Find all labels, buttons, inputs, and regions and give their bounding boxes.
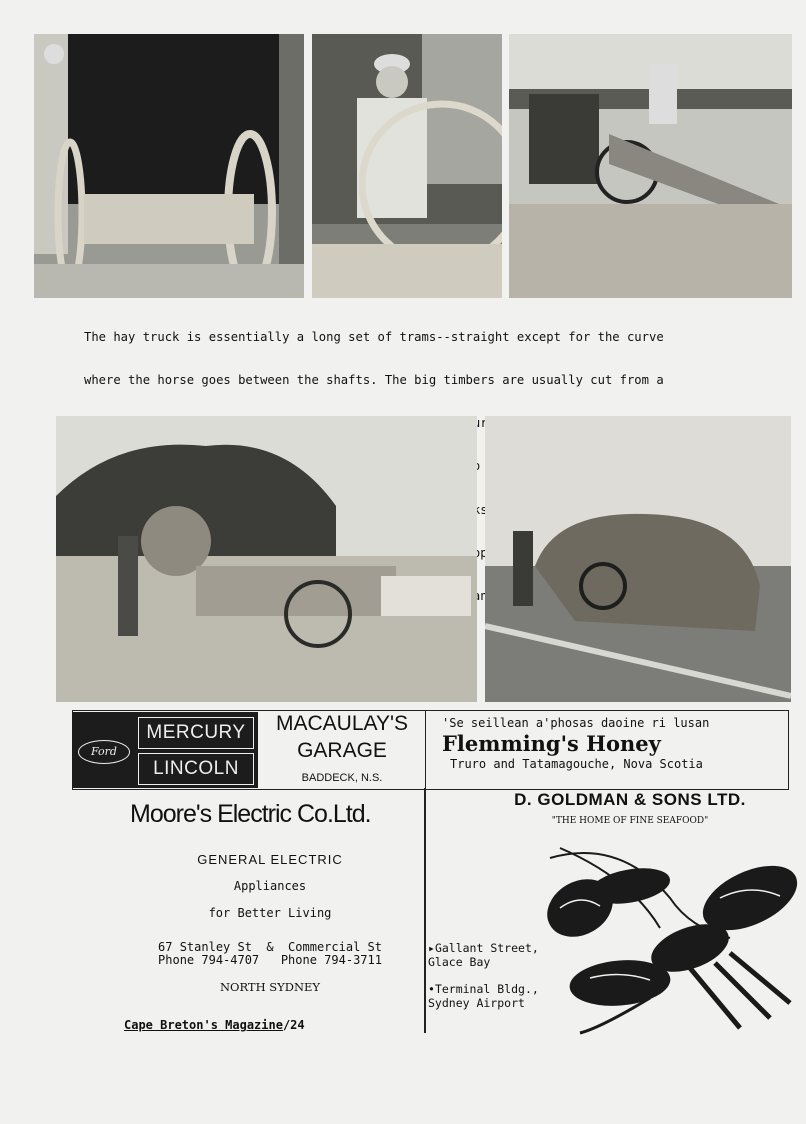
honey-name: Flemming's Honey: [442, 731, 661, 756]
garage-location: BADDECK, N.S.: [301, 772, 383, 784]
magazine-name: Cape Breton's Magazine: [124, 1018, 283, 1032]
caption-line: The hay truck is essentially a long set of trams--straight except for the curve: [84, 329, 664, 344]
lincoln-word: LINCOLN: [138, 753, 254, 785]
goldman-address-glace-bay: ▸Gallant Street, Glace Bay: [428, 941, 539, 969]
caption-line: where the horse goes between the shafts. The big timbers are usually cut from a: [84, 373, 664, 388]
electric-line-better-living: for Better Living: [208, 906, 332, 920]
photo-hay-truck-front: [34, 34, 304, 298]
page-footer: [124, 1018, 305, 1032]
goldman-tagline: "THE HOME OF FINE SEAFOOD": [551, 816, 709, 826]
mercury-lincoln-logo: [72, 712, 258, 788]
ge-brand: GENERAL ELECTRIC: [197, 852, 343, 867]
photo-loaded-hay-road: [485, 416, 791, 702]
hay-truck-wheels-photo: [34, 34, 304, 298]
electric-line-appliances: Appliances: [233, 879, 307, 893]
goldman-address-airport: •Terminal Bldg., Sydney Airport: [428, 982, 539, 1010]
honey-gaelic-slogan: 'Se seillean a'phosas daoine ri lusan: [442, 716, 710, 730]
loaded-hay-wagon-photo: [485, 416, 791, 702]
man-forking-hay-photo: [56, 416, 477, 702]
ad-divider: [424, 788, 426, 1033]
mercury-word: MERCURY: [138, 717, 254, 749]
photo-man-with-wheel: [312, 34, 502, 298]
electric-phones: Phone 794-4707 Phone 794-3711: [158, 953, 382, 967]
garage-title-line: GARAGE: [297, 739, 387, 762]
caption-line: and: [472, 589, 495, 604]
moores-electric-name: Moore's Electric Co.Ltd.: [130, 800, 371, 828]
photo-horse-and-cart: [509, 34, 792, 298]
page-number: /24: [282, 1018, 305, 1032]
address-text: Gallant Street, Glace Bay: [428, 941, 539, 969]
goldman-name: D. GOLDMAN & SONS LTD.: [514, 790, 746, 809]
electric-town: NORTH SYDNEY: [219, 980, 321, 994]
photo-loading-hay-field: [56, 416, 477, 702]
honey-location: Truro and Tatamagouche, Nova Scotia: [450, 757, 703, 771]
man-cap-wheel-photo: [312, 34, 502, 298]
electric-address: 67 Stanley St & Commercial St: [158, 940, 382, 954]
garage-name: [262, 710, 422, 764]
lobster-icon: [540, 828, 804, 1038]
garage-title-line: MACAULAY'S: [276, 712, 408, 735]
address-text: Terminal Bldg., Sydney Airport: [428, 982, 539, 1010]
horse-cart-field-photo: [509, 34, 792, 298]
ford-logo: Ford: [78, 740, 130, 764]
